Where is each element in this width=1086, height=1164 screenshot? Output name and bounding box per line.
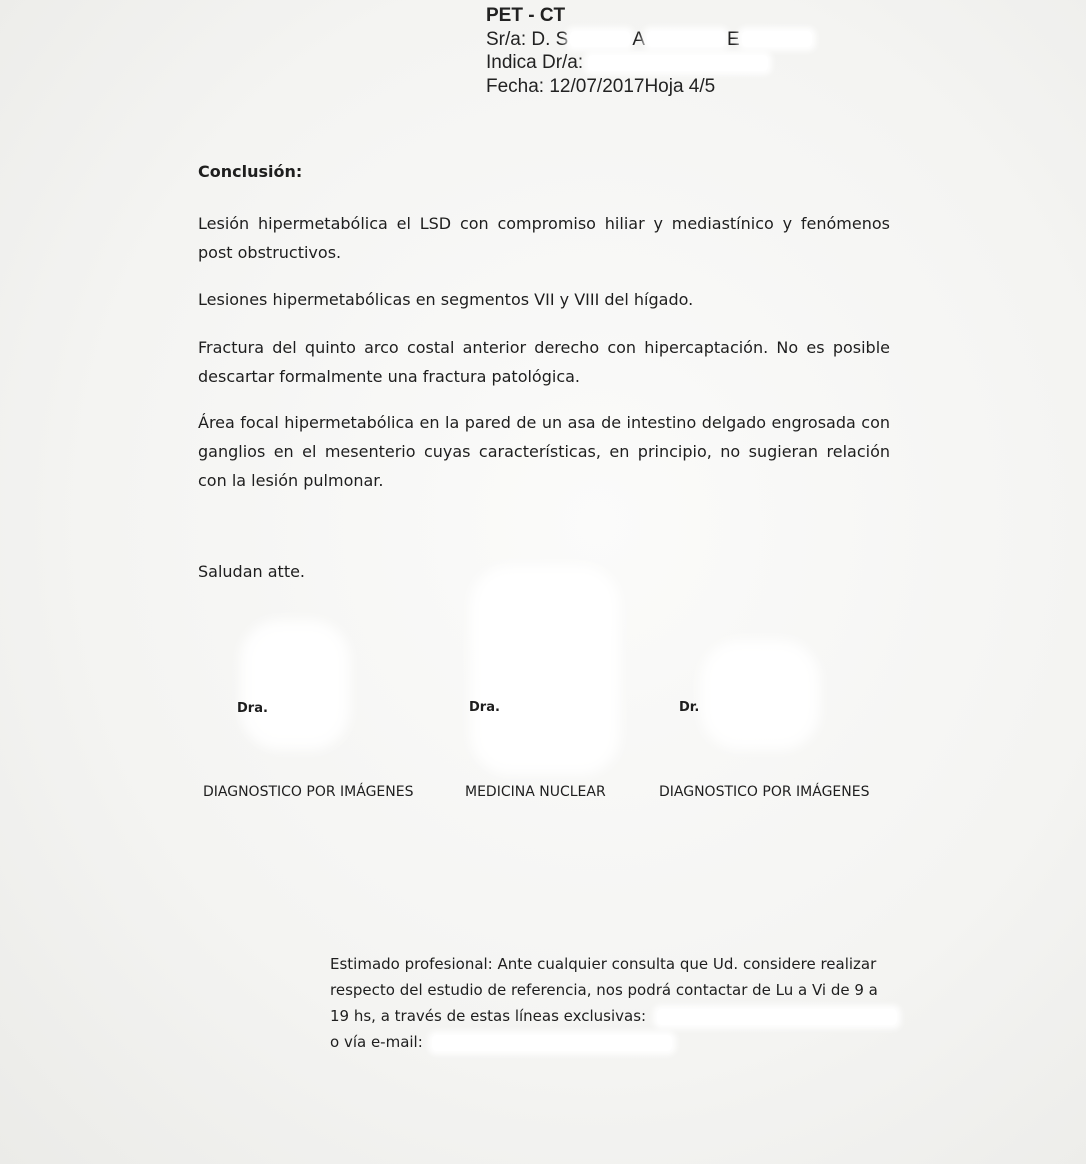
contact-note-line <box>330 1003 900 1029</box>
redacted-patient-name <box>647 31 725 47</box>
date-line: Fecha: 12/07/2017Hoja 4/5 <box>486 75 716 97</box>
signatory-department: DIAGNOSTICO POR IMÁGENES <box>203 784 414 800</box>
signatory-department: MEDICINA NUCLEAR <box>465 784 606 800</box>
contact-note-line: respecto del estudio de referencia, nos podrá contactar de Lu a Vi de 9 a <box>330 981 878 999</box>
contact-phone-label: 19 hs, a través de estas líneas exclusivas: <box>330 1007 647 1025</box>
signatory-title: Dra. <box>469 700 500 715</box>
conclusion-paragraph: Lesión hipermetabólica el LSD con compromiso hiliar y mediastínico y fenómenos post obstructivos. <box>198 214 890 262</box>
patient-end: E <box>727 28 740 50</box>
patient-mid: A <box>632 28 646 50</box>
contact-note <box>330 951 900 1055</box>
contact-note-line <box>330 1029 900 1055</box>
redacted-email <box>432 1035 672 1051</box>
redacted-phone-numbers <box>657 1009 897 1025</box>
conclusion-paragraph: Área focal hipermetabólica en la pared de un asa de intestino delgado engrosada con ganglios en el mesenterio cuyas características, en principio, no sugieran relación con la lesión pulmonar. <box>198 413 890 490</box>
referrer-line <box>486 51 812 75</box>
signatory-department: DIAGNOSTICO POR IMÁGENES <box>659 784 870 800</box>
redacted-referrer-name <box>588 55 768 71</box>
redacted-signature <box>700 640 820 750</box>
redacted-signature <box>240 620 350 750</box>
report-header <box>486 4 812 98</box>
redacted-signature <box>470 565 620 775</box>
conclusion-heading: Conclusión: <box>198 162 303 181</box>
contact-email-label: o vía e-mail: <box>330 1033 423 1051</box>
redacted-patient-name <box>570 31 630 47</box>
signatory-title: Dra. <box>237 701 268 716</box>
closing-salutation: Saludan atte. <box>198 562 306 581</box>
redacted-patient-name <box>742 31 812 47</box>
contact-note-line: Estimado profesional: Ante cualquier consulta que Ud. considere realizar <box>330 955 877 973</box>
conclusion-paragraph: Fractura del quinto arco costal anterior derecho con hipercaptación. No es posible descartar formalmente una fractura patológica. <box>198 338 890 386</box>
study-title: PET - CT <box>486 5 566 26</box>
signatory-title: Dr. <box>679 700 700 715</box>
conclusion-paragraph: Lesiones hipermetabólicas en segmentos VII y VIII del hígado. <box>198 290 694 309</box>
patient-line <box>486 28 812 52</box>
referrer-label: Indica Dr/a: <box>486 52 584 73</box>
patient-label: Sr/a: D. S <box>486 28 569 50</box>
